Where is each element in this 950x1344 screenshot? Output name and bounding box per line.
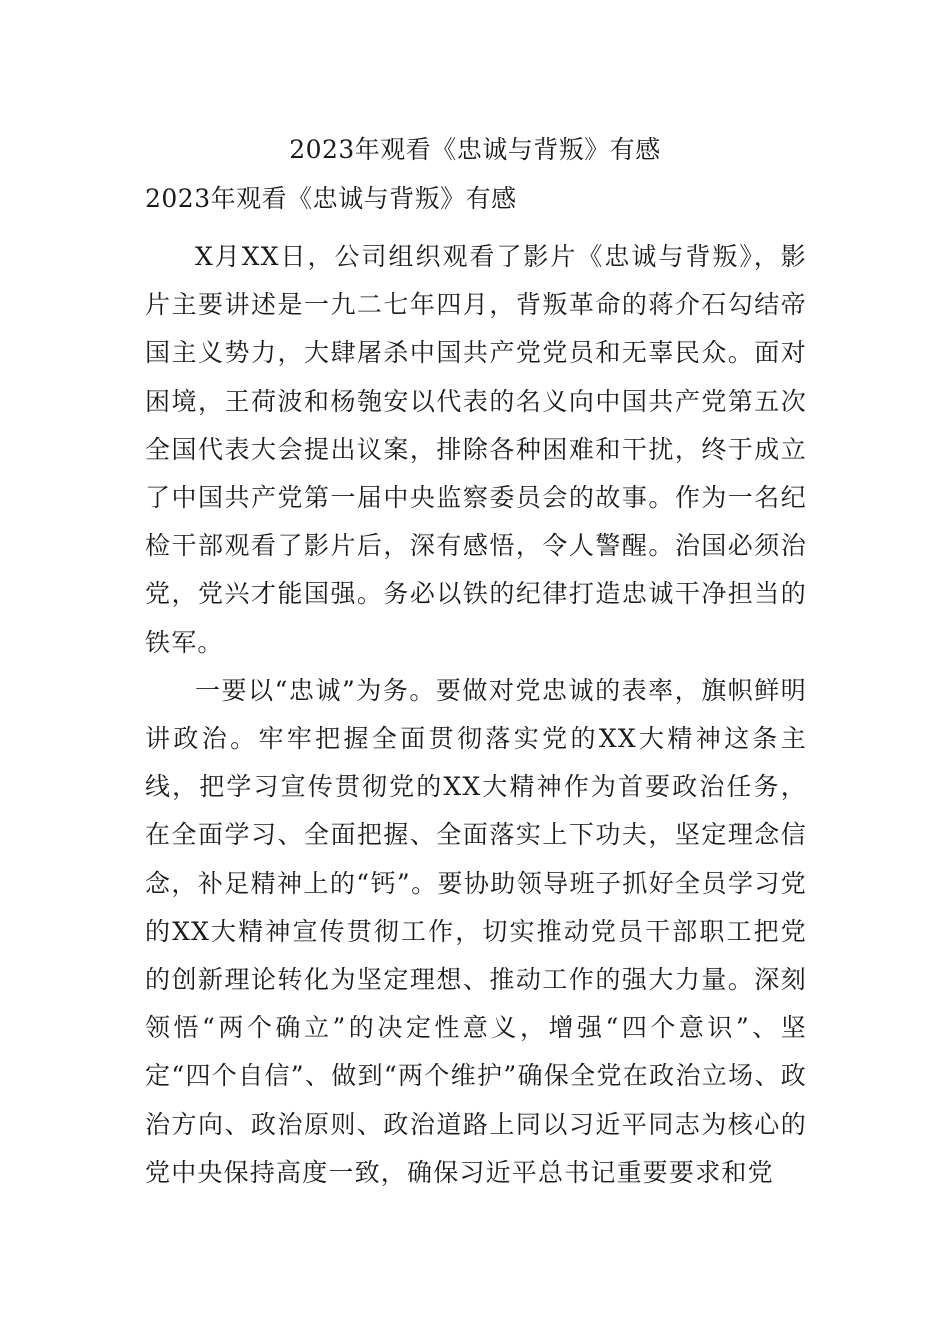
paragraph-2: 一要以“忠诚”为务。要做对党忠诚的表率，旗帜鲜明讲政治。牢牢把握全面贯彻落实党的XX大精神这条主线，把学习宣传贯彻党的XX大精神作为首要政治任务，在全面学习、全面把握、全面落实上下功夫，坚定理念信念，补足精神上的“钙”。要协助领导班子抓好全员学习党的XX大精神宣传贯彻工作，切实推动党员干部职工把党的创新理论转化为坚定理想、推动工作的强大力量。深刻领悟“两个确立”的决定性意义，增强“四个意识”、坚定“四个自信”、做到“两个维护”确保全党在政治立场、政治方向、政治原则、政治道路上同以习近平同志为核心的党中央保持高度一致，确保习近平总书记重要要求和党	[145, 675, 807, 1187]
paragraph-1: X月XX日，公司组织观看了影片《忠诚与背叛》，影片主要讲述是一九二七年四月，背叛革命的蒋介石勾结帝国主义势力，大肆屠杀中国共产党党员和无辜民众。面对困境，王荷波和杨匏安以代表的名义向中国共产党第五次全国代表大会提出议案，排除各种困难和干扰，终于成立了中国共产党第一届中央监察委员会的故事。作为一名纪检干部观看了影片后，深有感悟，令人警醒。治国必须治党，党兴才能国强。务必以铁的纪律打造忠诚干净担当的铁军。	[145, 242, 807, 657]
document-body	[145, 233, 807, 1197]
document-subtitle: 2023年观看《忠诚与背叛》有感	[145, 184, 517, 213]
document-title: 2023年观看《忠诚与背叛》有感	[289, 135, 661, 164]
